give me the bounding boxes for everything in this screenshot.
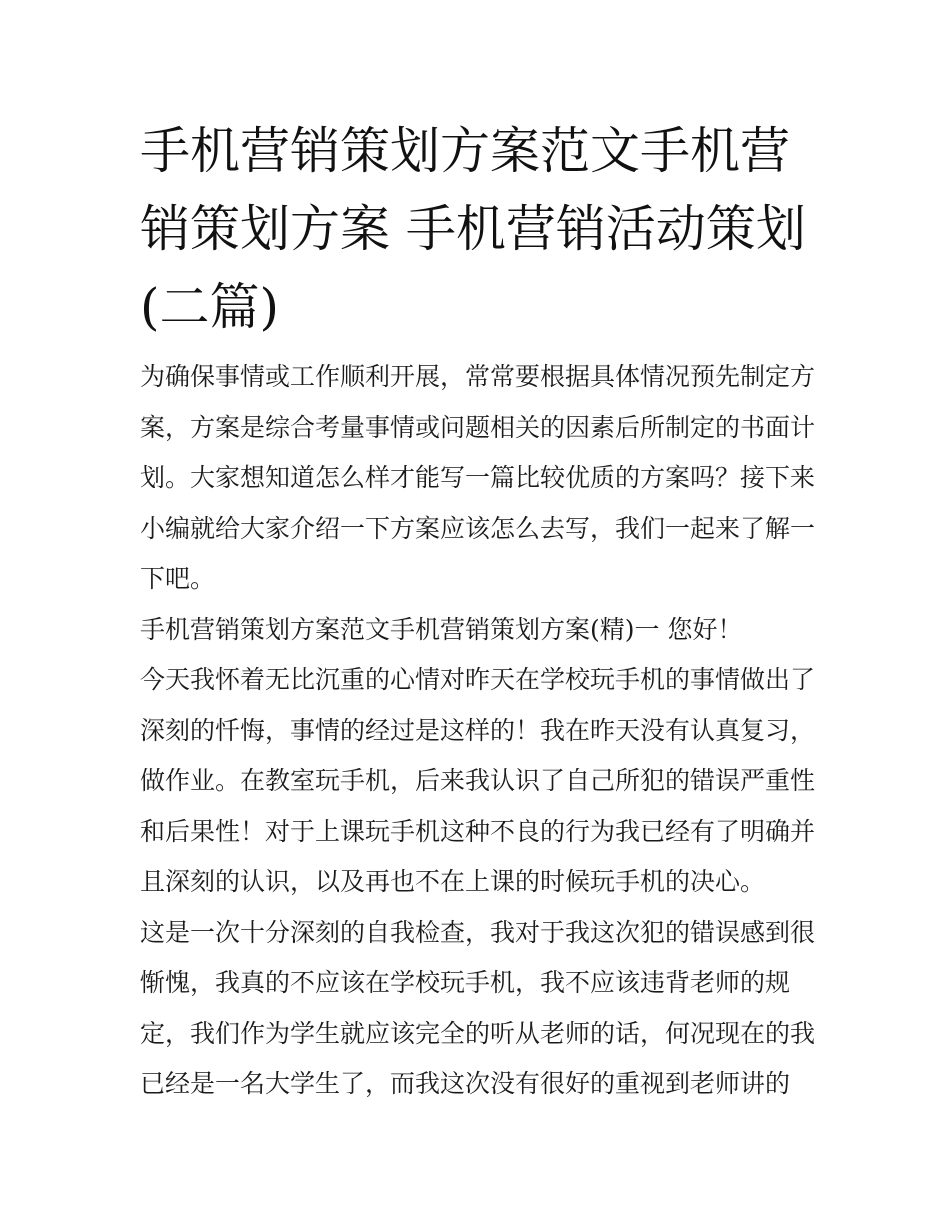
paragraph-self-check: 这是一次十分深刻的自我检查，我对于我这次犯的错误感到很惭愧，我真的不应该在学校玩手机，我不应该违背老师的规定，我们作为学生就应该完全的听从老师的话，何况现在的我已经是一名大学生了，而我这次没有很好的重视到老师讲的 [140, 917, 816, 1098]
document-title: 手机营销策划方案范文手机营销策划方案 手机营销活动策划(二篇) [140, 122, 806, 336]
paragraph-heading-line: 手机营销策划方案范文手机营销策划方案(精)一 您好！ [140, 614, 743, 644]
document-body [140, 352, 820, 1110]
paragraph-confession: 今天我怀着无比沉重的心情对昨天在学校玩手机的事情做出了深刻的忏悔，事情的经过是这样的！我在昨天没有认真复习，做作业。在教室玩手机，后来我认识了自己所犯的错误严重性和后果性！对于上课玩手机这种不良的行为我已经有了明确并且深刻的认识，以及再也不在上课的时候玩手机的决心。 [140, 665, 816, 896]
paragraph-intro: 为确保事情或工作顺利开展，常常要根据具体情况预先制定方案，方案是综合考量事情或问题相关的因素后所制定的书面计划。大家想知道怎么样才能写一篇比较优质的方案吗？接下来小编就给大家介绍一下方案应该怎么去写，我们一起来了解一下吧。 [140, 362, 816, 593]
